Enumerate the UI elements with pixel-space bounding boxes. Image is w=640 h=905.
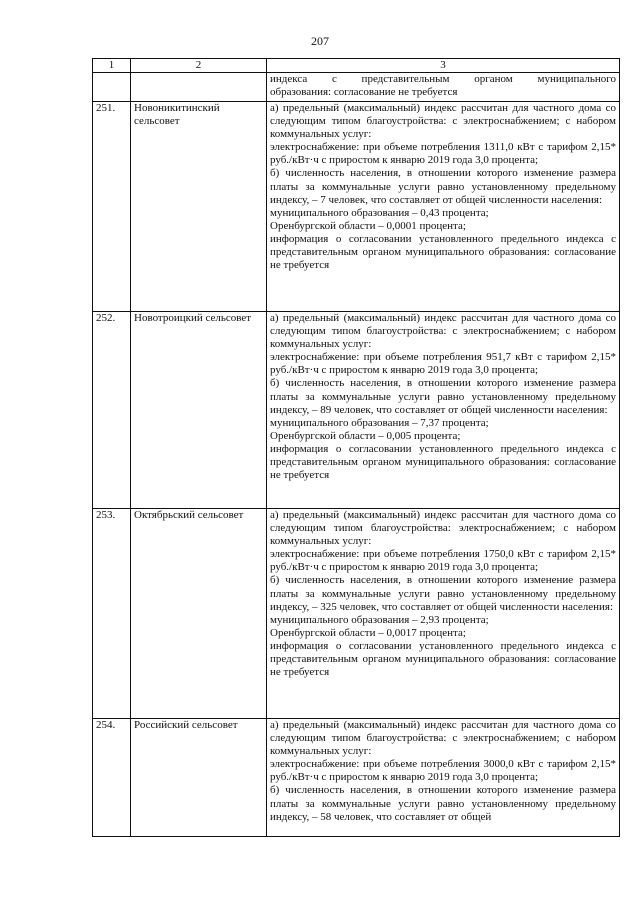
description-line: муниципального образования – 2,93 процента; [270, 613, 489, 626]
row-number: 251. [93, 102, 131, 312]
description-cell [267, 719, 620, 837]
row-number-cell [93, 73, 131, 102]
table-row [93, 509, 620, 719]
column-header: 1 [93, 59, 131, 73]
description-line: электроснабжение: при объеме потребления 951,7 кВт с тарифом 2,15* руб./кВт·ч с приростом к январю 2019 года 3,0 процента; [270, 351, 616, 377]
description-cell [267, 102, 620, 312]
row-number: 254. [93, 719, 131, 837]
description-line: а) предельный (максимальный) индекс рассчитан для частного дома со следующим типом благоустройства: с электроснабжением; с набором коммунальных услуг: [270, 719, 616, 758]
municipality-name: Октябрьский сельсовет [131, 509, 267, 719]
description-line: а) предельный (максимальный) индекс рассчитан для частного дома со следующим типом благоустройства: электроснабжением; с набором коммунальных услуг: [270, 509, 616, 548]
description-line: электроснабжение: при объеме потребления 1750,0 кВт с тарифом 2,15* руб./кВт·ч с приростом к январю 2019 года 3,0 процента; [270, 548, 616, 574]
description-line: информация о согласовании установленного предельного индекса с представительным органом муниципального образования: согласование не требуется [270, 442, 616, 482]
municipality-name: Новотроицкий сельсовет [131, 312, 267, 509]
column-header: 3 [267, 59, 620, 73]
description-line: электроснабжение: при объеме потребления 3000,0 кВт с тарифом 2,15* руб./кВт·ч с приростом к январю 2019 года 3,0 процента; [270, 758, 616, 784]
index-table [92, 58, 620, 837]
description-line: информация о согласовании установленного предельного индекса с представительным органом муниципального образования: согласование не требуется [270, 639, 616, 679]
description-line: б) численность населения, в отношении которого изменение размера платы за коммунальные услуги равно установленному предельному индексу, – 89 человек, что составляет от общей численности населения: [270, 377, 616, 416]
row-number: 253. [93, 509, 131, 719]
description-line: Оренбургской области – 0,005 процента; [270, 429, 461, 442]
municipality-name: Новоникитинский сельсовет [131, 102, 267, 312]
description-line: информация о согласовании установленного предельного индекса с представительным органом муниципального образования: согласование не требуется [270, 232, 616, 272]
description-line: Оренбургской области – 0,0001 процента; [270, 219, 466, 232]
table-row [93, 719, 620, 837]
row-number: 252. [93, 312, 131, 509]
description-line: муниципального образования – 7,37 процента; [270, 416, 489, 429]
description-line: образования: согласование не требуется [270, 86, 458, 99]
description-line: б) численность населения, в отношении которого изменение размера платы за коммунальные услуги равно установленному предельному индексу, – 58 человек, что составляет от общей [270, 784, 616, 823]
description-line: индекса с представительным органом муниципального [270, 73, 616, 85]
description-line: а) предельный (максимальный) индекс рассчитан для частного дома со следующим типом благоустройства: с электроснабжением; с набором коммунальных услуг: [270, 312, 616, 351]
description-line: б) численность населения, в отношении которого изменение размера платы за коммунальные услуги равно установленному предельному индексу, – 325 человек, что составляет от общей численности населения: [270, 574, 616, 613]
municipality-name: Российский сельсовет [131, 719, 267, 837]
description-cell [267, 312, 620, 509]
description-line: муниципального образования – 0,43 процента; [270, 206, 489, 219]
table-header-row [93, 59, 620, 73]
description-line: электроснабжение: при объеме потребления 1311,0 кВт с тарифом 2,15* руб./кВт·ч с приростом к январю 2019 года 3,0 процента; [270, 141, 616, 167]
description-line: б) численность населения, в отношении которого изменение размера платы за коммунальные услуги равно установленному предельному индексу, – 7 человек, что составляет от общей численности населения: [270, 167, 616, 206]
table-row-continuation [93, 73, 620, 102]
page-number: 207 [311, 34, 329, 48]
table-row [93, 102, 620, 312]
description-line: а) предельный (максимальный) индекс рассчитан для частного дома со следующим типом благоустройства: с электроснабжением; с набором коммунальных услуг: [270, 102, 616, 141]
description-cell [267, 509, 620, 719]
column-header: 2 [131, 59, 267, 73]
description-line: Оренбургской области – 0,0017 процента; [270, 626, 466, 639]
municipality-cell [131, 73, 267, 102]
table-row [93, 312, 620, 509]
description-cell [267, 73, 620, 102]
